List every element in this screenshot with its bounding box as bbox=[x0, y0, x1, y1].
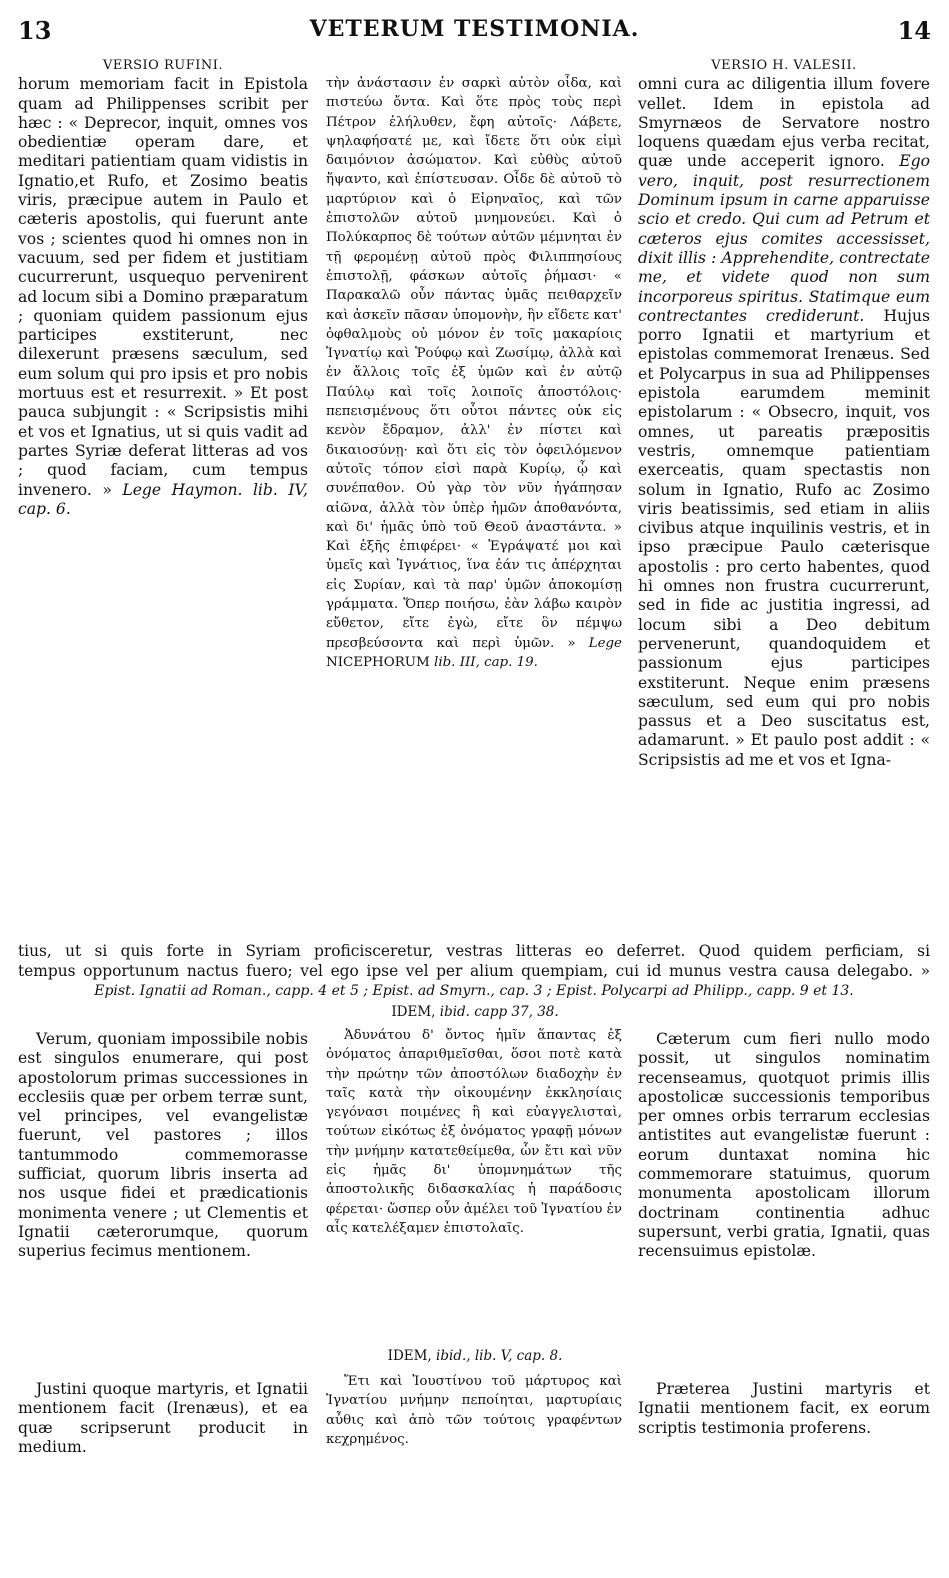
page-number-left: 13 bbox=[18, 16, 52, 45]
page-number-right: 14 bbox=[897, 16, 931, 45]
middle-bottom-text-1: Ἀδυνάτου δ' ὄντος ἡμῖν ἅπαντας ἐξ ὀνόματος ἀπαριθμεῖσθαι, ὅσοι ποτὲ κατὰ τὴν πρώτην τῶν ἀποστόλων διαδοχὴν ἐν ταῖς κατὰ τὴν οἰκουμένην ἐκκλησίαις γεγόνασι ποιμένες ἢ καὶ εὐαγγελισταὶ, τούτων εἰκότως ἐξ ὀνόματος γραφῇ μόνων τὴν μνήμην κατατεθείμεθα, ὧν ἔτι καὶ νῦν εἰς ἡμᾶς δι' ὑπομνημάτων τῆς ἀποστολικῆς διδασκαλίας ἡ παράδοσις φέρεται· ὥσπερ οὖν ἀμέλει τοῦ Ἰγνατίου ἐν αἷς κατελέξαμεν ἐπιστολαῖς. bbox=[326, 1028, 622, 1236]
valesius-text-1: omni cura ac diligentia illum fovere vellet. Idem in epistola ad Smyrnæos de Servatore nostro loquens quædam ejus verba recitat, quæ unde acceperit ignoro. bbox=[638, 75, 930, 171]
left-column-rufinus bbox=[18, 56, 308, 676]
right-bottom-para-1 bbox=[638, 1030, 930, 1330]
left-bottom-text-1: Verum, quoniam impossibile nobis est singulos enumerare, qui post apostolorum primas successiones in ecclesiis quæ per orbem terræ sunt, vel principes, vel evangelistæ fuerunt, vel pastores ; illos tantummodo commemorasse sufficiat, quorum libris inserta ad nos usque fidei et prædicationis monimenta venere ; ut Clementis et Ignatii cæterorumque, quorum superius fecimus mentionem. bbox=[18, 1030, 308, 1261]
running-title: VETERUM TESTIMONIA. bbox=[309, 16, 640, 42]
valesius-text-2: Hujus porro Ignatii et martyrium et epistolas commemorat Irenæus. Sed et Polycarpus in sua ad Philippenses epistola earumdem meminit epistolarum : « Obsecro, inquit, vos omnes, ut pareatis præpositis vestris, omnemque patientiam exerceatis, quam spectastis non solum in Ignatio, Rufo ac Zosimo viris beatissimis, sed etiam in aliis civibus atque inquilinis vestris, et in ipso præcipue Paulo cæterisque apostolis : pro certo habentes, quod hi omnes non frustra cucurrerunt, sed in fide ac justitia ingressi, ad locum sibi a Deo debitum pervenerunt, quandoquidem et passionum ejus participes exstiterunt. Neque enim præsens sæculum, sed eum qui pro nobis passus et a Deo suscitatus est, adamarunt. » Et paulo post addit : « Scripsistis ad me et vos et Igna- bbox=[638, 306, 930, 769]
middle-bottom-para-1 bbox=[326, 1026, 622, 1346]
idem-2-caps: IDEM, bbox=[387, 1348, 432, 1364]
right-column-valesius bbox=[638, 56, 930, 924]
page-header bbox=[18, 16, 931, 52]
greek-cite-ref: lib. III, cap. 19. bbox=[434, 654, 538, 670]
right-bottom-text-1: Cæterum cum fieri nullo modo possit, ut singulos nominatim recenseamus, quotquot primis illis apostolicæ successionis temporibus per omnes orbis terrarum ecclesias antistites aut evangelistæ fuerunt : eorum duntaxat nomina hic commemorare statuimus, quorum monumenta apostolicam illorum doctrinam continentia adhuc supersunt, verbi gratia, Ignatii, quas recensuimus epistolæ. bbox=[638, 1030, 930, 1261]
idem-heading-1 bbox=[330, 1004, 620, 1020]
left-bottom-para-1 bbox=[18, 1030, 308, 1320]
spanning-citation: Epist. Ignatii ad Roman., capp. 4 et 5 ; Epist. ad Smyrn., cap. 3 ; Epist. Polycarpi ad Philipp., capp. 9 et 13. bbox=[94, 983, 854, 999]
left-column-text bbox=[18, 75, 308, 519]
left-column-heading: VERSIO RUFINI. bbox=[102, 58, 224, 73]
spanning-line-1: tius, ut si quis forte in Syriam proficisceretur, vestras litteras eo deferret. Quod quidem perficiam, si bbox=[18, 942, 930, 960]
greek-cite-author: NICEPHORUM bbox=[326, 654, 430, 670]
idem-1-ref: ibid. capp 37, 38. bbox=[439, 1004, 559, 1020]
rufinus-citation: Lege Haymon. lib. IV, cap. 6. bbox=[18, 480, 308, 518]
greek-text: τὴν ἀνάστασιν ἐν σαρκὶ αὐτὸν οἶδα, καὶ πιστεύω ὄντα. Καὶ ὅτε πρὸς τοὺς περὶ Πέτρον ἐλήλυθεν, ἔφη αὐτοῖς· Λάβετε, ψηλαφήσατέ με, καὶ ἴδετε ὅτι οὐκ εἰμὶ δαιμόνιον ἀσώματον. Καὶ εὐθὺς αὐτοῦ ἥψαντο, καὶ ἐπίστευσαν. Οἶδε δὲ αὐτοῦ τὸ μαρτύριον καὶ ὁ Εἰρηναῖος, καὶ τῶν ἐπιστολῶν αὐτοῦ μνημονεύει. Καὶ ὁ Πολύκαρπος δὲ τούτων αὐτῶν μέμνηται ἐν τῇ φερομένῃ αὐτοῦ πρὸς Φιλιππησίους ἐπιστολῇ, φάσκων αὐτοῖς ῥήμασι· « Παρακαλῶ οὖν πάντας ὑμᾶς πειθαρχεῖν καὶ ἀσκεῖν πᾶσαν ὑπομονὴν, ἣν εἴδετε κατ' ὀφθαλμοὺς οὐ μόνον ἐν τοῖς μακαρίοις Ἰγνατίῳ καὶ Ῥούφῳ καὶ Ζωσίμῳ, ἀλλὰ καὶ ἐν ἄλλοις τοῖς ἐξ ὑμῶν καὶ ἐν αὐτῷ Παύλῳ καὶ τοῖς λοιποῖς ἀποστόλοις· πεπεισμένους ὅτι οὗτοι πάντες οὐκ εἰς κενὸν ἔδραμον, ἀλλ' ἐν πίστει καὶ δικαιοσύνῃ· καὶ ὅτι εἰς τὸν ὀφειλόμενον αὐτοῖς τόπον εἰσὶ παρὰ Κυρίῳ, ᾧ καὶ συνέπαθον. Οὐ γὰρ τὸν νῦν ἠγάπησαν αἰῶνα, ἀλλὰ τὸν ὑπὲρ ἡμῶν ἀποθανόντα, καὶ δι' ἡμᾶς ὑπὸ τοῦ Θεοῦ ἀναστάντα. » Καὶ ἑξῆς ἐπιφέρει· « Ἐγράψατέ μοι καὶ ὑμεῖς καὶ Ἰγνάτιος, ἵνα ἐάν τις ἀπέρχηται εἰς Συρίαν, καὶ τὰ παρ' ὑμῶν ἀποκομίσῃ γράμματα. Ὅπερ ποιήσω, ἐὰν λάβω καιρὸν εὔθετον, εἴτε ἐγὼ, εἴτε ὃν πέμψω πρεσβεύσοντα καὶ περὶ ὑμῶν. » bbox=[326, 76, 622, 651]
spanning-line-2: tempus opportunum nactus fuero; vel ego ipse vel per alium quempiam, cui id munus vestra causa delegabo. » bbox=[18, 962, 930, 980]
right-bottom-para-2 bbox=[638, 1380, 930, 1470]
idem-heading-2 bbox=[330, 1348, 620, 1364]
middle-bottom-text-2: Ἔτι καὶ Ἰουστίνου τοῦ μάρτυρος καὶ Ἰγνατίου μνήμην πεποίηται, μαρτυρίαις αὖθις καὶ ἀπὸ τῶν τούτοις γραφέντων κεχρημένος. bbox=[326, 1374, 622, 1447]
greek-cite-lege: Lege bbox=[588, 635, 622, 651]
idem-2-ref: ibid., lib. V, cap. 8. bbox=[436, 1348, 563, 1364]
valesius-text-italic: Ego vero, inquit, post resurrectionem Dominum ipsum in carne apparuisse scio et credo. Qui cum ad Petrum et cæteros ejus comites accessisset, dixit illis : Apprehendite, contrectate me, et videte quod non sum incorporeus spiritus. Statimque eum contrectantes crediderunt. bbox=[638, 152, 930, 325]
left-bottom-para-2 bbox=[18, 1380, 308, 1500]
right-column-heading: VERSIO H. VALESII. bbox=[711, 58, 857, 73]
left-bottom-text-2: Justini quoque martyris, et Ignatii mentionem facit (Irenæus), et ea quæ scripserunt producit in medium. bbox=[18, 1380, 308, 1456]
middle-bottom-para-2 bbox=[326, 1372, 622, 1472]
rufinus-text: horum memoriam facit in Epistola quam ad Philippenses scribit per hæc : « Deprecor, inquit, omnes vos obedientiæ operam dare, et meditari patientiam quam vidistis in Ignatio,et Rufo, et Zosimo beatis viris, præcipue autem in Paulo et cæteris apostolis, qui fuerunt ante vos ; scientes quod hi omnes non in vacuum, sed per fidem et justitiam cucurrerunt, usquequo pervenirent ad locum sibi a Domino præparatum ; quoniam quidem passionum ejus participes exstiterunt, nec dilexerunt præsens sæculum, sed eum solum qui pro ipsis et pro nobis mortuus est et resurrexit. » Et post pauca subjungit : « Scripsistis mihi et vos et Ignatius, ut si quis vadit ad partes Syriæ deferat litteras ad vos ; quod faciam, cum tempus invenero. » bbox=[18, 75, 308, 499]
right-bottom-text-2: Præterea Justini martyris et Ignatii mentionem facit, ex eorum scriptis testimonia proferens. bbox=[638, 1380, 930, 1437]
right-column-text bbox=[638, 75, 930, 770]
idem-1-caps: IDEM, bbox=[391, 1004, 436, 1020]
middle-column-greek bbox=[326, 74, 622, 922]
